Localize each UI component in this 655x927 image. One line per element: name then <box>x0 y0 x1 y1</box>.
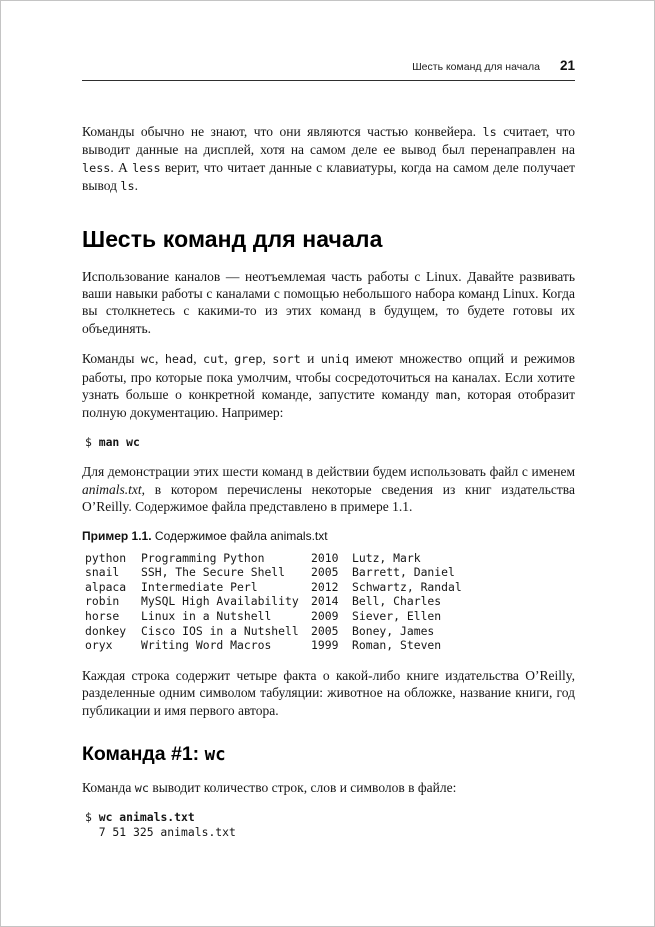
example-caption-text: Содержимое файла animals.txt <box>151 528 328 543</box>
paragraph-intro: Команды обычно не знают, что они являются частью конвейера. ls считает, что выводит данные на дисплей, хотя на самом деле ее вывод был перенаправлен на less. А less верит, что читает данные с клавиатуры, когда на самом деле получает вывод ls. <box>82 124 576 194</box>
example-caption-label: Пример 1.1. <box>82 528 152 543</box>
subsection-heading-wc: Команда #1: wc <box>82 743 226 766</box>
paragraph-pipes: Использование каналов — неотъемлемая часть работы с Linux. Давайте развивать ваши навыки работы с каналами с помощью небольшого набора команд Linux. Когда вы столкнетесь с какими-то из этих команд в будущем, то будете готовы их объединять. <box>82 268 575 336</box>
section-heading: Шесть команд для начала <box>82 225 383 252</box>
paragraph-row-facts: Каждая строка содержит четыре факта о какой-либо книге издательства O’Reilly, разделенные одним символом табуляции: животное на обложке, название книги, год публикации и имя первого автора. <box>82 667 575 718</box>
code-block-wc: $ wc animals.txt 7 51 325 animals.txt <box>85 810 236 840</box>
example-caption <box>82 529 575 543</box>
example-code-table: python Programming Python 2010 Lutz, Mark snail SSH, The Secure Shell 2005 Barrett, Daniel alpaca Intermediate Perl 2012 Schwartz, Randal robin MySQL High Availability 2014 Bell, Charles horse Linux in a Nutshell 2009 Siever, Ellen donkey Cisco IOS in a Nutshell 2005 Boney, James oryx Writing Word Macros 1999 Roman, Steven <box>85 550 462 653</box>
paragraph-commands: Команды wc, head, cut, grep, sort и uniq имеют множество опций и режимов работы, про которые пока умолчим, чтобы сосредоточиться на каналах. Если хотите узнать больше о конкретной команде, запустите команду man, которая отобразит полную документацию. Например: <box>82 351 576 421</box>
page-content <box>1 1 654 840</box>
page-number: 21 <box>559 58 575 73</box>
paragraph-animals-file: Для демонстрации этих шести команд в действии будем использовать файл с именем animals.txt, в котором перечислены некоторые сведения из книг издательства O’Reilly. Содержимое файла представлено в примере 1.1. <box>82 464 575 515</box>
paragraph-wc-intro: Команда wc выводит количество строк, слов и символов в файле: <box>82 780 457 796</box>
code-block-man: $ man wc <box>85 434 140 449</box>
running-head-title: Шесть команд для начала <box>412 61 540 73</box>
page-header <box>82 1 575 81</box>
